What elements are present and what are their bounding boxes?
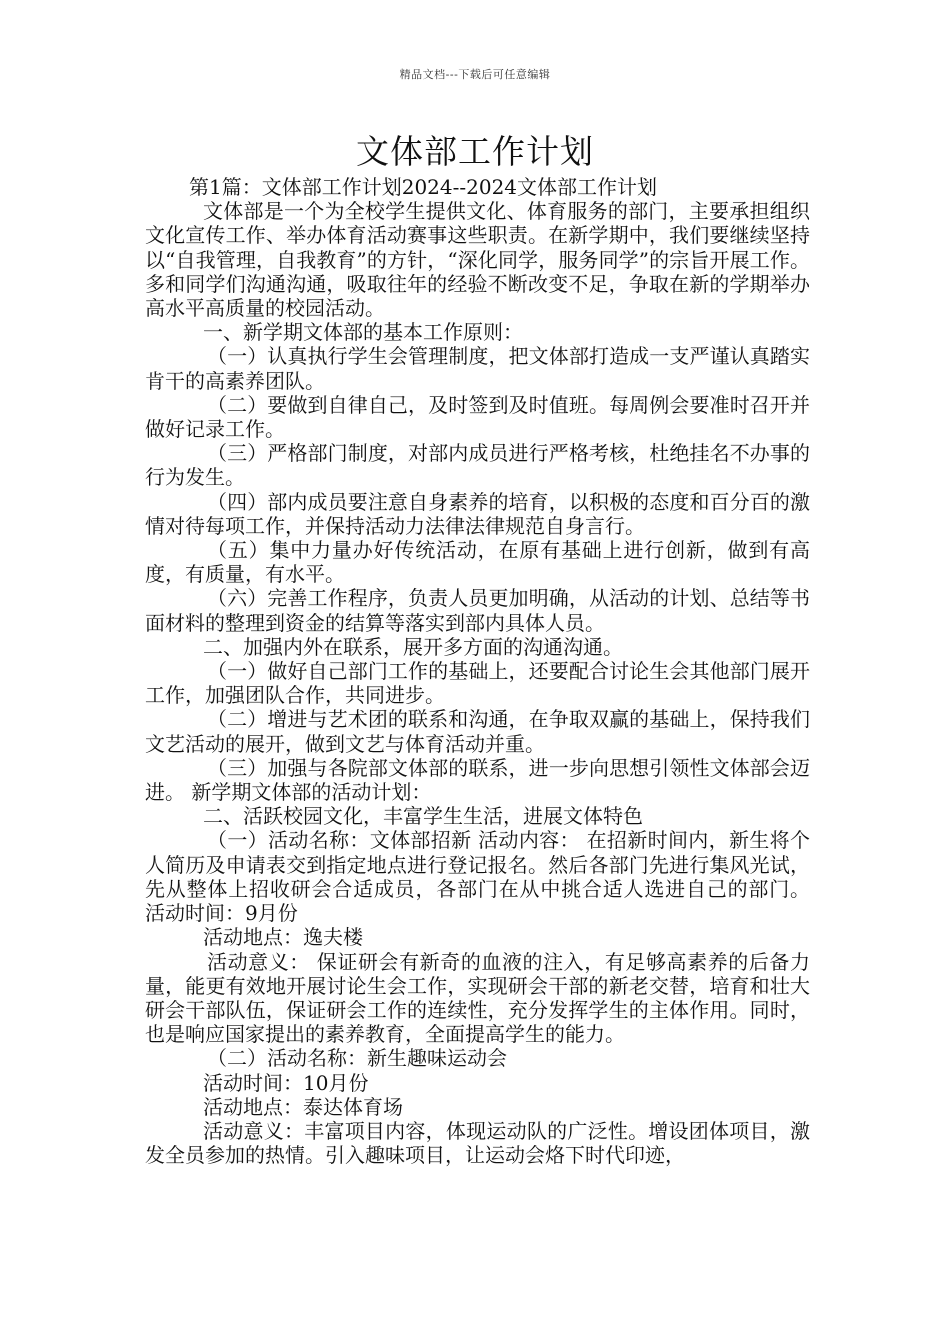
paragraph: （四）部内成员要注意自身素养的培育，以积极的态度和百分百的激情对待每项工作，并保持活动力法律法律规范自身言行。 <box>145 489 810 538</box>
paragraph: （五）集中力量办好传统活动，在原有基础上进行创新，做到有高度，有质量，有水平。 <box>145 538 810 587</box>
paragraph: （三）加强与各院部文体部的联系，进一步向思想引领性文体部会迈进。 新学期文体部的活动计划： <box>145 755 810 805</box>
paragraph: （一）活动名称：文体部招新 活动内容： 在招新时间内，新生将个人简历及申请表交到指定地点进行登记报名。然后各部门先进行集风光试，先从整体上招收研会合适成员，各部门在从中挑合适人选进自己的部门。 活动时间：9月份 <box>145 828 810 926</box>
paragraph: （二）活动名称：新生趣味运动会 <box>207 1046 507 1071</box>
paragraph: 活动时间：10月份 <box>203 1070 369 1095</box>
paragraph: （二）要做到自律自己，及时签到及时值班。每周例会要准时召开并做好记录工作。 <box>145 392 810 442</box>
document-title: 文体部工作计划 <box>356 132 594 171</box>
paragraph: 第1篇：文体部工作计划2024--2024文体部工作计划 <box>189 175 658 199</box>
header-note: 精品文档---下载后可任意编辑 <box>399 68 551 81</box>
section-heading: 二、加强内外在联系，展开多方面的沟通沟通。 <box>203 634 623 659</box>
paragraph: 文体部是一个为全校学生提供文化、体育服务的部门，主要承担组织文化宣传工作、举办体育活动赛事这些职责。在新学期中，我们要继续坚持以“自我管理，自我教育”的方针，“深化同学，服务同学”的宗旨开展工作。多和同学们沟通沟通，吸取往年的经验不断改变不足，争取在新的学期举办高水平高质量的校园活动。 <box>145 199 810 321</box>
paragraph: （一）做好自己部门工作的基础上，还要配合讨论生会其他部门展开工作，加强团队合作，共同进步。 <box>145 659 810 708</box>
paragraph: 活动地点：泰达体育场 <box>203 1094 403 1119</box>
paragraph: 活动地点：逸夫楼 <box>203 925 363 950</box>
section-heading: 二、活跃校园文化，丰富学生生活，进展文体特色 <box>203 804 643 829</box>
paragraph: （六）完善工作程序，负责人员更加明确，从活动的计划、总结等书面材料的整理到资金的结算等落实到部内具体人员。 <box>145 586 810 635</box>
document-body <box>145 175 810 1167</box>
paragraph: 活动意义： 保证研会有新奇的血液的注入，有足够高素养的后备力量，能更有效地开展讨论生会工作，实现研会干部的新老交替，培育和壮大研会干部队伍，保证研会工作的连续性，充分发挥学生的主体作用。同时，也是响应国家提出的素养教育，全面提高学生的能力。 <box>145 949 810 1047</box>
section-heading: 一、新学期文体部的基本工作原则： <box>203 320 523 345</box>
paragraph: （一）认真执行学生会管理制度，把文体部打造成一支严谨认真踏实肯干的高素养团队。 <box>145 344 810 393</box>
paragraph: （三）严格部门制度，对部内成员进行严格考核，杜绝挂名不办事的行为发生。 <box>145 441 810 490</box>
paragraph: 活动意义：丰富项目内容，体现运动队的广泛性。增设团体项目，激发全员参加的热情。引入趣味项目，让运动会烙下时代印迹， <box>145 1118 810 1168</box>
paragraph: （二）增进与艺术团的联系和沟通，在争取双赢的基础上，保持我们文艺活动的展开，做到文艺与体育活动并重。 <box>145 707 810 756</box>
